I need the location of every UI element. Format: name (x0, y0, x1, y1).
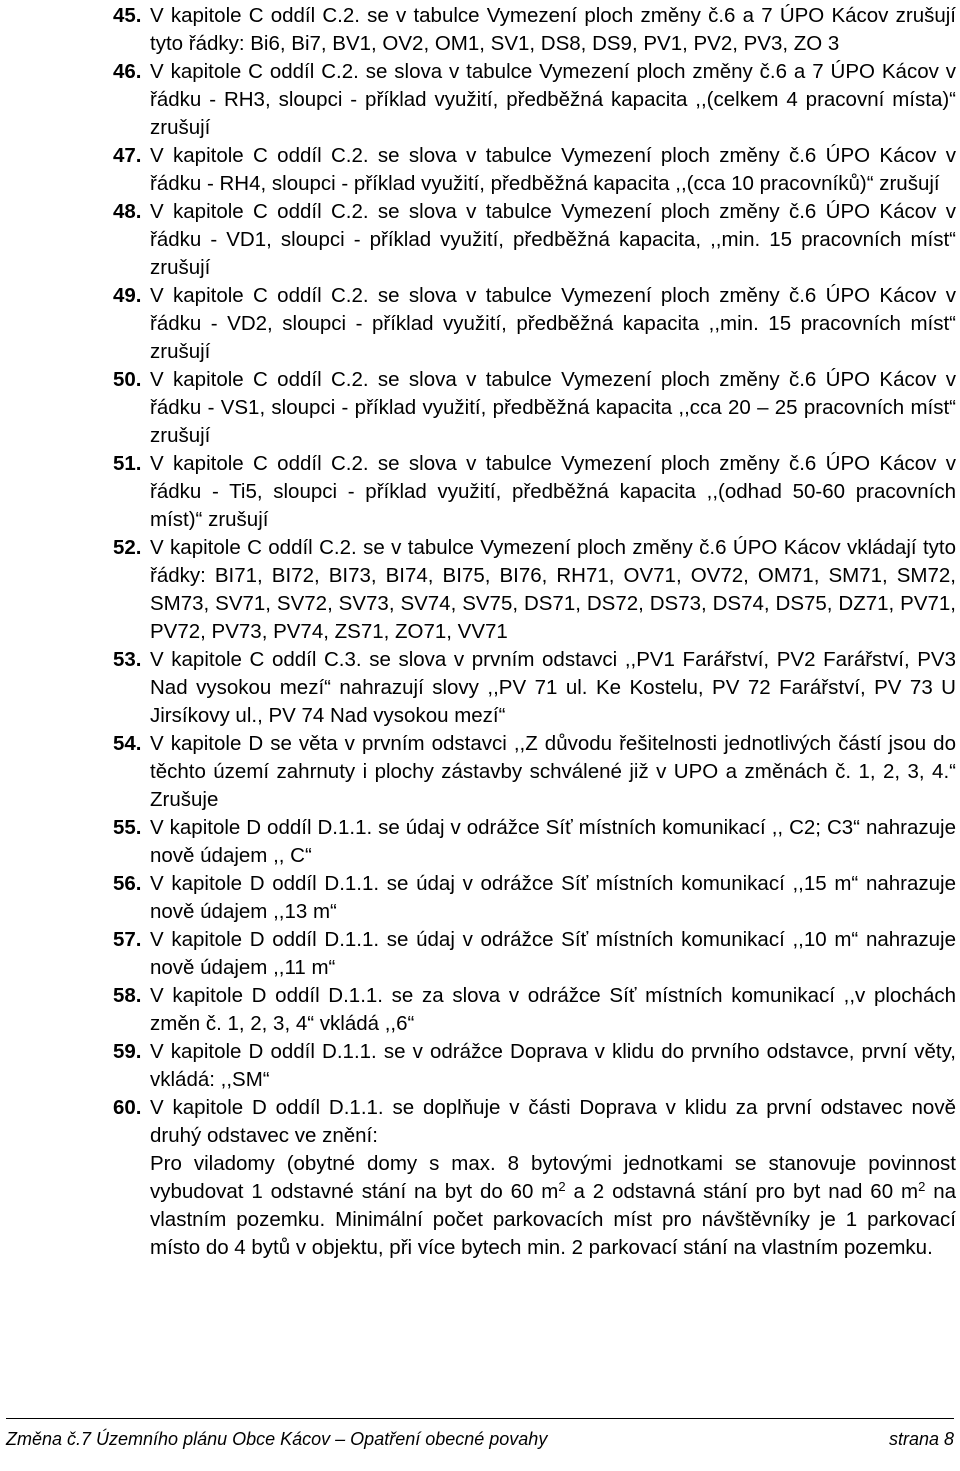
item-number: 47. (113, 144, 142, 167)
paragraph-text: a 2 odstavná stání pro byt nad 60 m (565, 1180, 919, 1203)
item-number: 60. (113, 1096, 142, 1119)
list-item (0, 282, 960, 366)
list-item (0, 730, 960, 814)
item-text: V kapitole C oddíl C.2. se slova v tabulce Vymezení ploch změny č.6 ÚPO Kácov v řádku - VD2, sloupci - příklad využití, předběžná kapacita ,,min. 15 pracovních míst“ zrušují (150, 284, 956, 363)
item-number: 54. (113, 732, 142, 755)
list-item (0, 198, 960, 282)
list-item (0, 1094, 960, 1262)
item-number: 48. (113, 200, 142, 223)
item-text: V kapitole D oddíl D.1.1. se doplňuje v části Doprava v klidu za první odstavec nově druhý odstavec ve znění: (150, 1096, 956, 1147)
item-number: 50. (113, 368, 142, 391)
item-number: 49. (113, 284, 142, 307)
item-text: V kapitole D oddíl D.1.1. se v odrážce Doprava v klidu do prvního odstavce, první věty, vkládá: ,,SM“ (150, 1040, 956, 1091)
item-number: 46. (113, 60, 142, 83)
list-item (0, 1038, 960, 1094)
list-item (0, 926, 960, 982)
list-item (0, 534, 960, 646)
list-item (0, 646, 960, 730)
item-number: 45. (113, 4, 142, 27)
list-item (0, 58, 960, 142)
item-number: 53. (113, 648, 142, 671)
page-footer (6, 1418, 954, 1451)
page-number: strana 8 (888, 1429, 954, 1449)
item-number: 51. (113, 452, 142, 475)
item-number: 58. (113, 984, 142, 1007)
item-text: V kapitole D oddíl D.1.1. se za slova v odrážce Síť místních komunikací ,,v plochách změn č. 1, 2, 3, 4“ vkládá ,,6“ (150, 984, 956, 1035)
item-number: 59. (113, 1040, 142, 1063)
item-number: 56. (113, 872, 142, 895)
item-text: V kapitole C oddíl C.2. se slova v tabulce Vymezení ploch změny č.6 ÚPO Kácov v řádku - VS1, sloupci - příklad využití, předběžná kapacita ,,cca 20 – 25 pracovních míst“ zrušují (150, 368, 956, 447)
list-item (0, 450, 960, 534)
footer-title: Změna č.7 Územního plánu Obce Kácov – Opatření obecné povahy (6, 1429, 548, 1449)
paragraph-text: na vlastním pozemku. Minimální počet parkovacích míst pro návštěvníky je 1 parkovací místo do 4 bytů v objektu, při více bytech min. 2 parkovací stání na vlastním pozemku. (150, 1180, 956, 1259)
item-text: V kapitole D oddíl D.1.1. se údaj v odrážce Síť místních komunikací ,, C2; C3“ nahrazuje nově údajem ,, C“ (150, 816, 956, 867)
list-item (0, 814, 960, 870)
item-text: V kapitole C oddíl C.2. se slova v tabulce Vymezení ploch změny č.6 ÚPO Kácov v řádku - Ti5, sloupci - příklad využití, předběžná kapacita ,,(odhad 50-60 pracovních míst)“ zrušují (150, 452, 956, 531)
document-body (0, 2, 960, 1262)
list-item (0, 982, 960, 1038)
item-text: V kapitole C oddíl C.2. se slova v tabulce Vymezení ploch změny č.6 ÚPO Kácov v řádku - RH4, sloupci - příklad využití, předběžná kapacita ,,(cca 10 pracovníků)“ zrušují (150, 144, 956, 195)
item-text: V kapitole C oddíl C.2. se slova v tabulce Vymezení ploch změny č.6 a 7 ÚPO Kácov v řádku - RH3, sloupci - příklad využití, předběžná kapacita ,,(celkem 4 pracovní místa)“ zrušují (150, 60, 956, 139)
item-content (150, 1094, 956, 1262)
paragraph-text: Pro viladomy (obytné domy s max. 8 bytovými jednotkami se stanovuje povinnost vybudovat 1 odstavné stání na byt do 60 m (150, 1152, 956, 1203)
item-number: 55. (113, 816, 142, 839)
item-text: V kapitole C oddíl C.2. se v tabulce Vymezení ploch změny č.6 a 7 ÚPO Kácov zrušují tyto řádky: Bi6, Bi7, BV1, OV2, OM1, SV1, DS8, DS9, PV1, PV2, PV3, ZO 3 (150, 4, 956, 55)
item-60-paragraph (150, 1150, 956, 1262)
list-item (0, 366, 960, 450)
item-text: V kapitole D se věta v prvním odstavci ,,Z důvodu řešitelnosti jednotlivých částí jsou do těchto území zahrnuty i plochy zástavby schválené již v UPO a změnách č. 1, 2, 3, 4.“ Zrušuje (150, 732, 956, 811)
item-text: V kapitole C oddíl C.3. se slova v prvním odstavci ,,PV1 Farářství, PV2 Farářství, PV3 Nad vysokou mezí“ nahrazují slovy ,,PV 71 ul. Ke Kostelu, PV 72 Farářství, PV 73 U Jirsíkovy ul., PV 74 Nad vysokou mezí“ (150, 648, 956, 727)
item-text: V kapitole D oddíl D.1.1. se údaj v odrážce Síť místních komunikací ,,15 m“ nahrazuje nově údajem ,,13 m“ (150, 872, 956, 923)
list-item (0, 870, 960, 926)
item-number: 52. (113, 536, 142, 559)
item-text: V kapitole C oddíl C.2. se v tabulce Vymezení ploch změny č.6 ÚPO Kácov vkládají tyto řádky: BI71, BI72, BI73, BI74, BI75, BI76, RH71, OV71, OV72, OM71, SM71, SM72, SM73, SV71, SV72, SV73, SV74, SV75, DS71, DS72, DS73, DS74, DS75, DZ71, PV71, PV72, PV73, PV74, ZS71, ZO71, VV71 (150, 536, 956, 643)
superscript: 2 (918, 1179, 926, 1194)
superscript: 2 (558, 1179, 566, 1194)
item-text: V kapitole C oddíl C.2. se slova v tabulce Vymezení ploch změny č.6 ÚPO Kácov v řádku - VD1, sloupci - příklad využití, předběžná kapacita, ,,min. 15 pracovních míst“ zrušují (150, 200, 956, 279)
list-item (0, 2, 960, 58)
item-number: 57. (113, 928, 142, 951)
item-text: V kapitole D oddíl D.1.1. se údaj v odrážce Síť místních komunikací ,,10 m“ nahrazuje nově údajem ,,11 m“ (150, 928, 956, 979)
list-item (0, 142, 960, 198)
